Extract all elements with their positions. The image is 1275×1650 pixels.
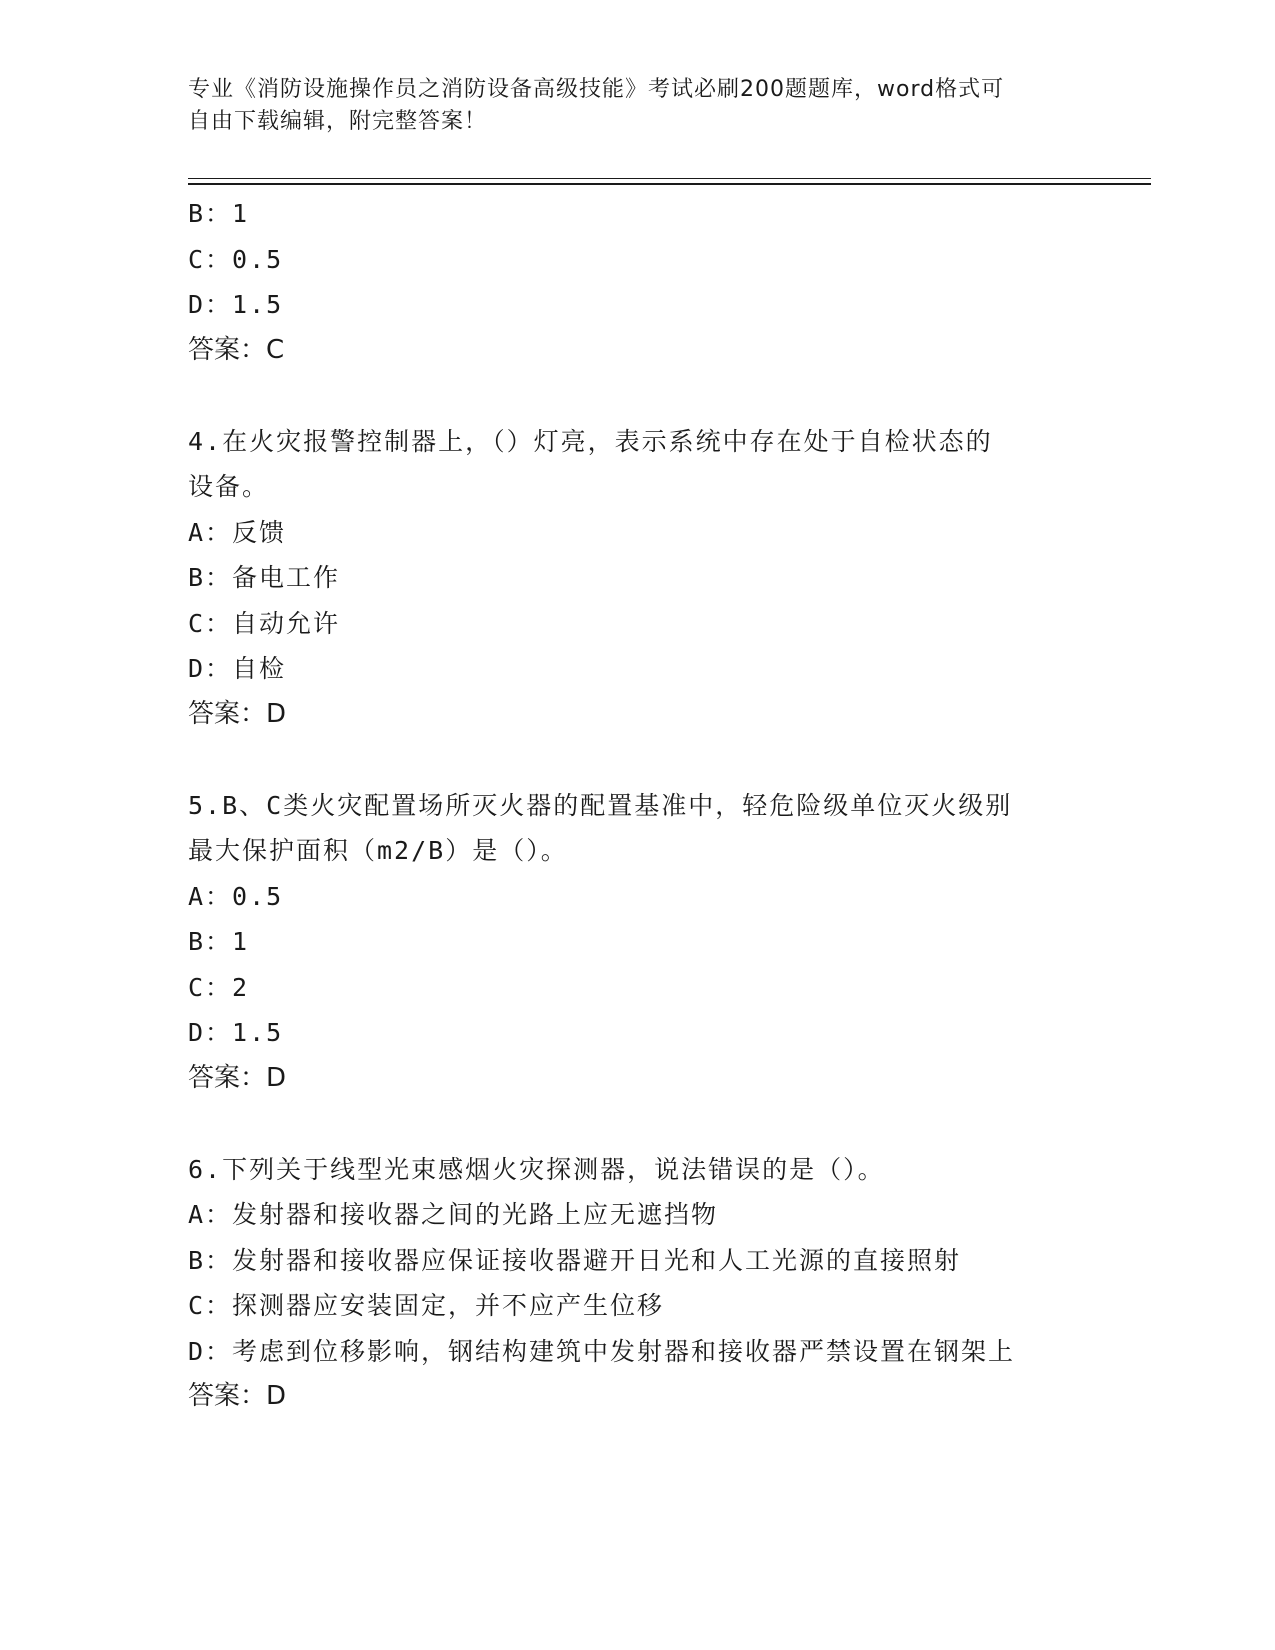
option-b: B：1 — [188, 927, 250, 956]
option-c: C：探测器应安装固定，并不应产生位移 — [188, 1291, 665, 1320]
question-6 — [188, 1147, 1188, 1420]
option-d: D：1.5 — [188, 1018, 284, 1047]
option-c: C：2 — [188, 972, 250, 1002]
option-b: B：1 — [188, 199, 250, 228]
option-d: D：1.5 — [188, 290, 284, 319]
question-stem-line-2: 设备。 — [188, 472, 270, 501]
question-stem-line-2: 最大保护面积（m2/B）是（）。 — [188, 836, 568, 865]
question-stem-line-1: 4.在火灾报警控制器上，（）灯亮，表示系统中存在处于自检状态的 — [188, 426, 993, 456]
question-list — [188, 191, 1188, 1420]
option-c: C：自动允许 — [188, 608, 341, 638]
answer: 答案：D — [188, 1381, 287, 1411]
option-a: A：反馈 — [188, 517, 287, 547]
answer: 答案：D — [188, 698, 287, 729]
answer: 答案：C — [188, 334, 285, 365]
question-3-partial — [188, 191, 1188, 373]
option-b: B：发射器和接收器应保证接收器避开日光和人工光源的直接照射 — [188, 1245, 962, 1275]
question-4 — [188, 419, 1188, 738]
header-line-2: 自由下载编辑，附完整答案！ — [188, 109, 488, 134]
option-a: A：0.5 — [188, 881, 284, 911]
document-header — [188, 74, 1068, 138]
option-d: D：考虑到位移影响，钢结构建筑中发射器和接收器严禁设置在钢架上 — [188, 1336, 1016, 1366]
answer: 答案：D — [188, 1062, 287, 1093]
option-a: A：发射器和接收器之间的光路上应无遮挡物 — [188, 1200, 719, 1229]
header-divider-thin — [188, 178, 1151, 179]
header-divider-thick — [188, 183, 1151, 185]
option-c: C：0.5 — [188, 244, 284, 274]
question-stem-line-1: 6.下列关于线型光束感烟火灾探测器，说法错误的是（）。 — [188, 1154, 885, 1184]
option-d: D：自检 — [188, 654, 287, 683]
option-b: B：备电工作 — [188, 563, 341, 592]
question-stem-line-1: 5.B、C类火灾配置场所灭火器的配置基准中，轻危险级单位灭火级别 — [188, 790, 1013, 820]
question-5 — [188, 783, 1188, 1102]
header-line-1: 专业《消防设施操作员之消防设备高级技能》考试必刷200题题库，word格式可 — [188, 77, 1005, 102]
